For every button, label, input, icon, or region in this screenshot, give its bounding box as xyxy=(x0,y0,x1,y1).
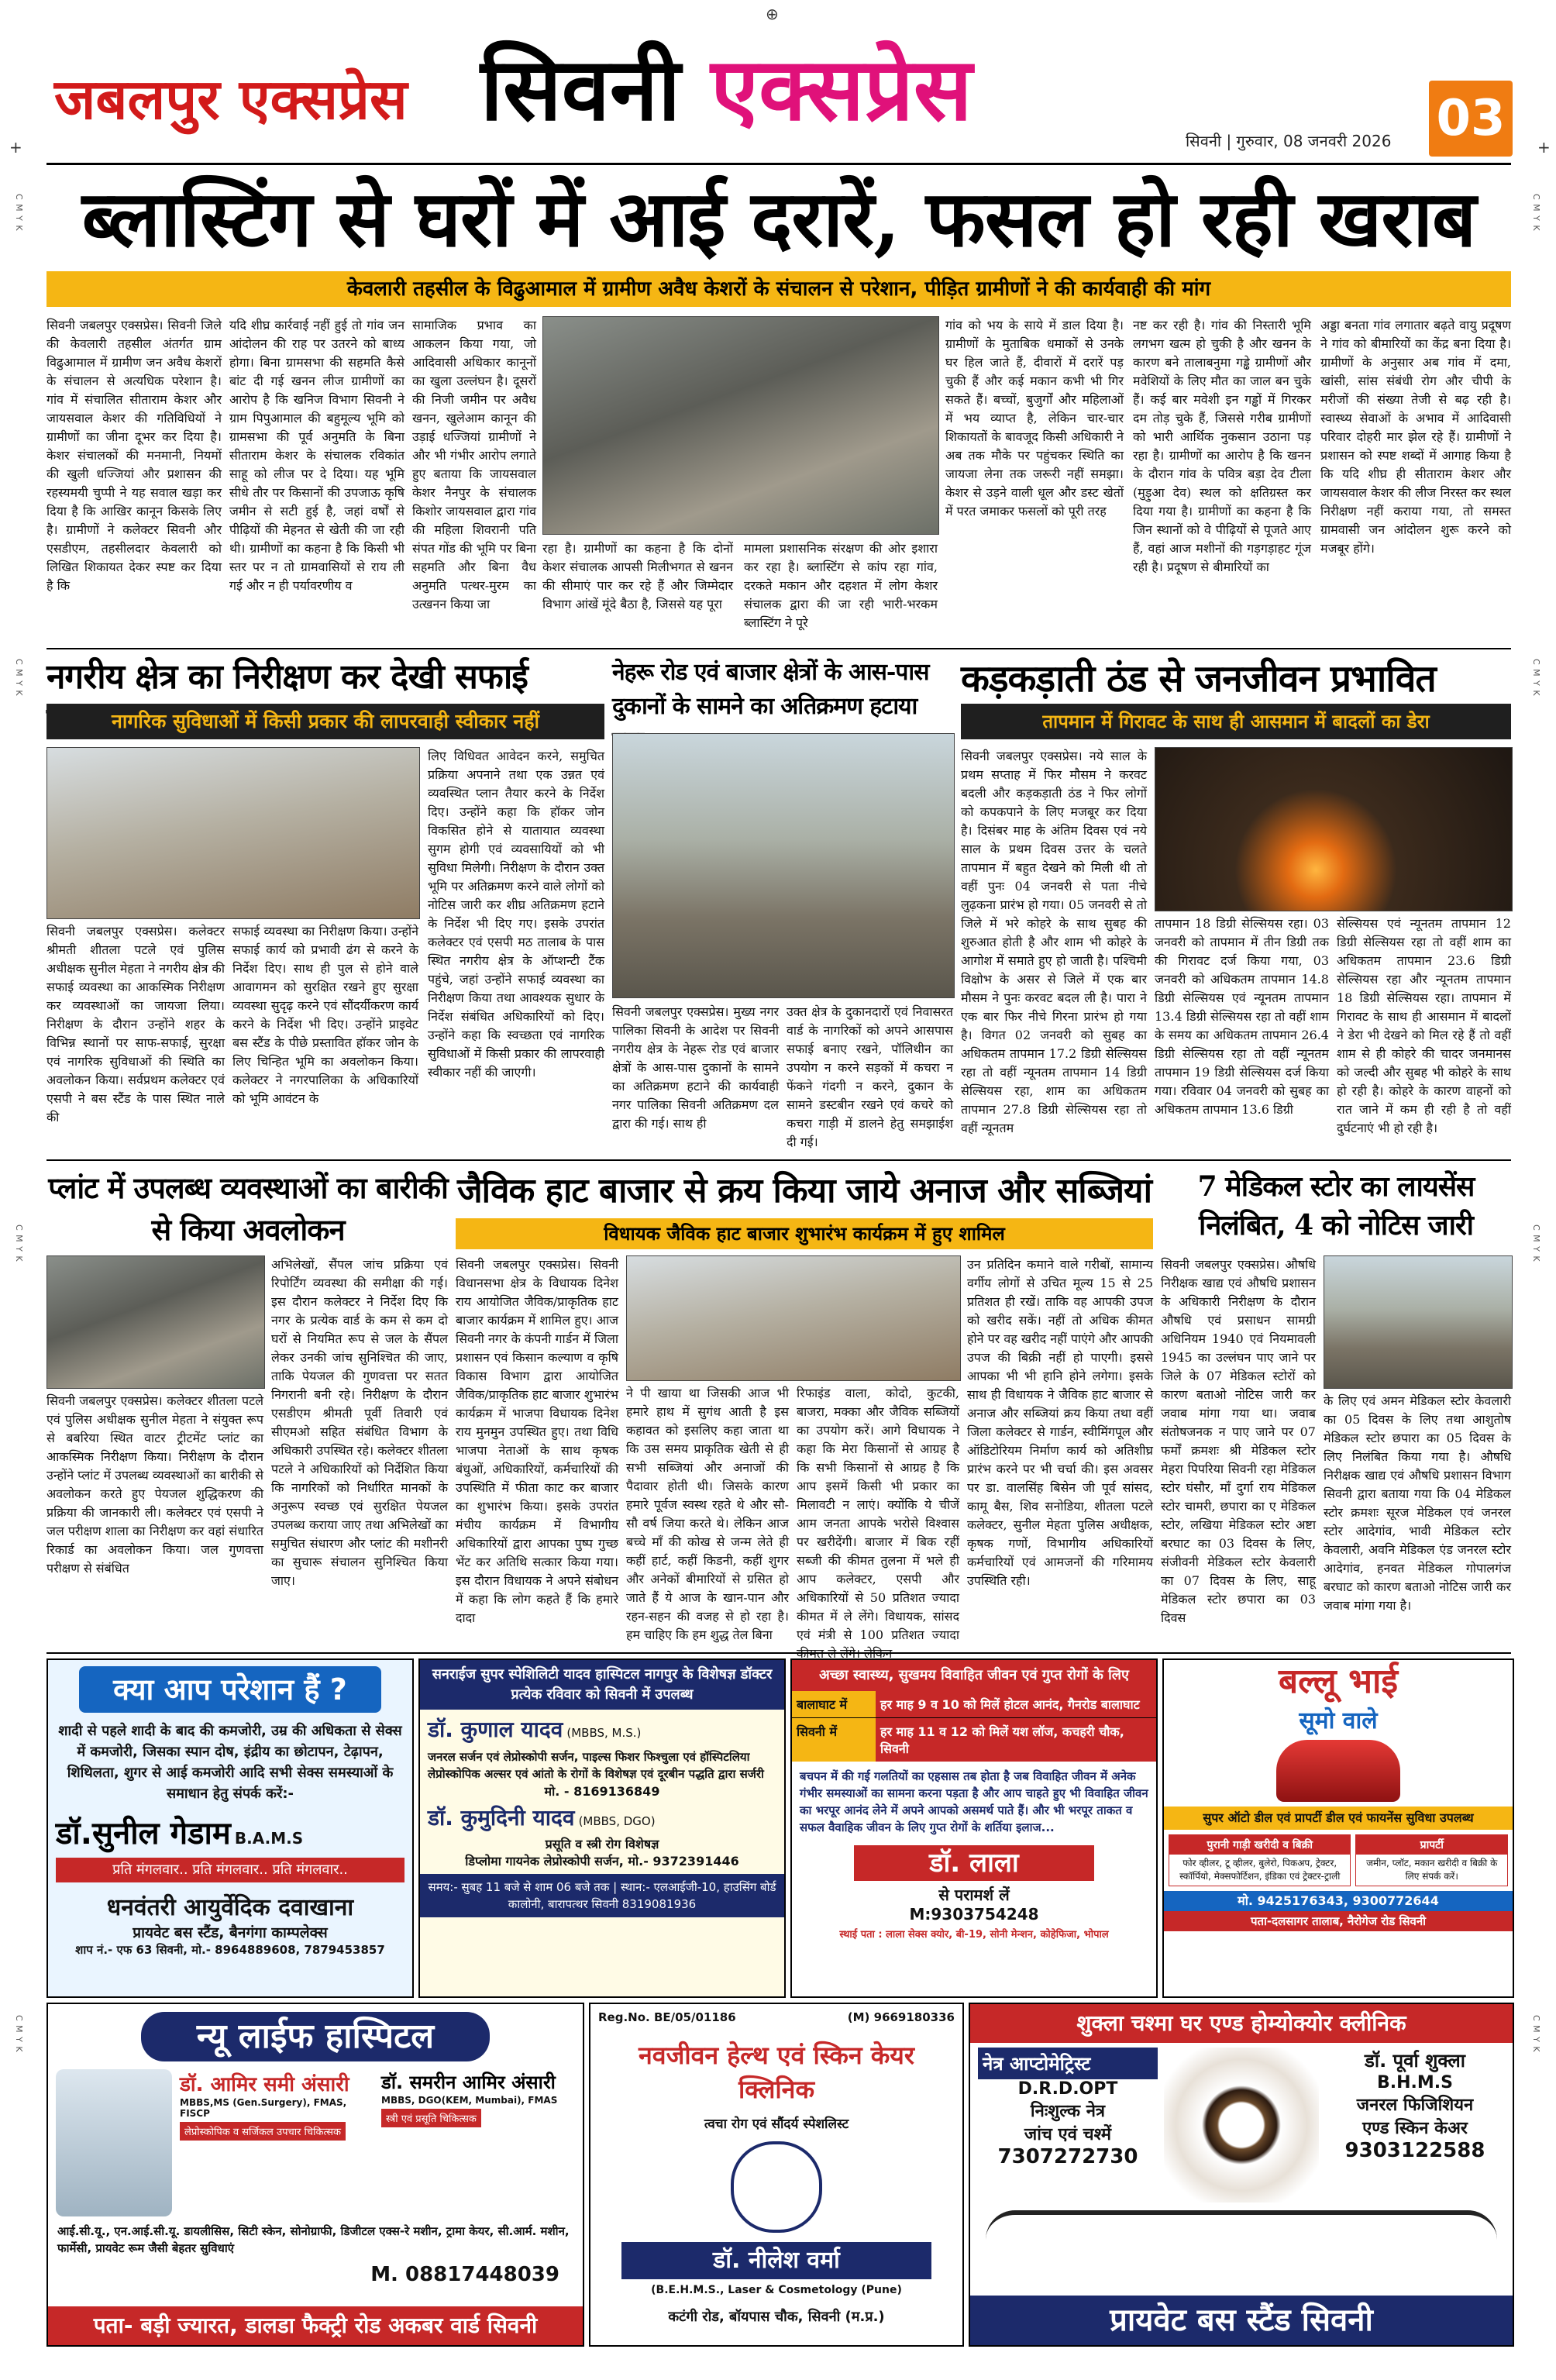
ad7-right-line1: जनरल फिजिशियन xyxy=(1356,2096,1474,2115)
ad-navjeevan-clinic xyxy=(589,2003,964,2347)
story5-headline: प्लांट में उपलब्ध व्यवस्थाओं का बारीकी से किया अवलोकन xyxy=(48,1170,448,1247)
ad2-timing: समय:- सुबह 11 बजे से शाम 06 बजे तक | स्थान:- एलआईजी-10, हाउसिंग बोर्ड कालोनी, बारापत्थर सिवनी 8319081936 xyxy=(420,1874,784,1917)
jabalpur-express-logo: जबलपुर एक्सप्रेस xyxy=(54,66,408,132)
story4-subhead: तापमान में गिरावट के साथ ही आसमान में बादलों का डेरा xyxy=(961,704,1511,739)
story6-subhead: विधायक जैविक हाट बाजार शुभारंभ कार्यक्रम में हुए शामिल xyxy=(456,1218,1153,1249)
divider xyxy=(46,1159,1511,1161)
cmyk-strip: C M Y K xyxy=(1531,194,1541,232)
story4-headline: कड़कड़ाती ठंड से जनजीवन प्रभावित xyxy=(961,657,1436,701)
encroachment-removal-photo xyxy=(612,733,955,998)
ad4-subtitle: सूमो वाले xyxy=(1299,1707,1378,1734)
ad-sunrise-hospital xyxy=(418,1658,786,1998)
ad5-facilities: आई.सी.यू., एन.आई.सी.यू. डायलीसिस, सिटी स्केन, सोनोग्राफी, डिजीटल एक्स-रे मशीन, ट्रामा केयर, सी.आर्म. मशीन, फार्मेसी, प्रायवेट रूम जैसी बेहतर सुविधाएं xyxy=(57,2224,570,2255)
story2-column: लिए विधिवत आवेदन करने, समुचित प्रक्रिया अपनाने तथा एक उन्नत एवं व्यवस्थित प्लान तैयार करने के निर्देश दिए। उन्होंने कहा कि हॉकर जोन विकसित होने से यातायात व्यवस्था सुगम होगी एवं व्यवसायियों को भी सुविधा मिलेगी। निरीक्षण के दौरान उक्त भूमि पर अतिक्रमण करने वाले लोगों को नोटिस जारी कर शीघ्र अतिक्रमण हटाने के निर्देश भी दिए गए। इसके उपरांत कलेक्टर एवं एसपी मठ तालाब के पास स्थित नगरीय क्षेत्र के ऑप्शन्टी टैंक पहुंचे, जहां उन्होंने सफाई व्यवस्था का निरीक्षण किया तथा आवश्यक सुधार के निर्देश संबंधित अधिकारियों को दिए। उन्होंने कहा कि स्वच्छता एवं नागरिक सुविधाओं में किसी प्रकार की लापरवाही स्वीकार नहीं की जाएगी। xyxy=(428,749,604,1080)
ad7-left-title: नेत्र आप्टोमेट्रिस्ट xyxy=(978,2048,1158,2079)
ad5-doctor1: डॉ. आमिर समी अंसारी xyxy=(180,2073,349,2096)
logo-part-express: एक्सप्रेस xyxy=(711,39,972,140)
ad3-title: अच्छा स्वास्थ्य, सुखमय विवाहित जीवन एवं गुप्त रोगों के लिए xyxy=(792,1660,1156,1691)
story6-column: सिवनी जबलपुर एक्सप्रेस। सिवनी विधानसभा क्षेत्र के विधायक दिनेश राय आयोजित जैविक/प्राकृतिक हाट बाजार कार्यक्रम में शामिल हुए। आज सिवनी नगर के कंपनी गार्डन में जिला प्रशासन एवं किसान कल्याण व कृषि विकास विभाग द्वारा आयोजित जैविक/प्राकृतिक हाट बाजार शुभारंभ कार्यक्रम में भाजपा विधायक दिनेश राय मुनमुन उपस्थित हुए। तथा विधि भाजपा नेताओं के साथ कृषक बंधुओं, अधिकारियों, कर्मचारियों की उपस्थिति में फीता काट कर बाजार का शुभारंभ किया। इसके उपरांत मंचीय कार्यक्रम में विभागीय अधिकारियों द्वारा आपका पुष्प गुच्छ भेंट कर अतिथि सत्कार किया गया। इस दौरान विधायक ने अपने संबोधन में कहा कि लोग कहते हैं कि हमारे दादा xyxy=(456,1257,618,1625)
ad5-degree2: MBBS, DGO(KEM, Mumbai), FMAS xyxy=(381,2095,558,2106)
registration-mark: ⊕ xyxy=(766,5,779,23)
bonfire-photo xyxy=(1155,747,1513,911)
lead-column: रहा है। ग्रामीणों का कहना है कि दोनों केशर संचालक आपसी मिलीभगत से खनन की सीमाएं पार कर रहे हैं और जिम्मेदार विभाग आंखें मूंदे बैठा है, जिससे यह पूरा xyxy=(542,541,733,611)
ad7-left-line1: निःशुल्क नेत्र xyxy=(1030,2102,1106,2121)
ad6-degree: (B.E.H.M.S., Laser & Cosmetology (Pune) xyxy=(651,2284,902,2296)
story6-column: रिफाइंड वाला, कोदो, कुटकी, बाजरा, मक्का और जैविक सब्जियों का उपयोग करें। आगे विधायक ने कहा कि मेरा किसानों से आग्रह है कि सभी किसानों से आग्रह है कि आप इसमें किसी भी प्रकार का मिलावटी न लाएं। क्योंकि ये चीजें आम जनता आपके भरोसे विश्वास पर खरीदेंगी। बाजार में बिक रहीं सब्जी की कीमत तुलना में भले ही आप कलेक्टर, एसपी और अधिकारियों से 50 प्रतिशत ज्यादा कीमत में ले लेंगे। विधायक, सांसद एवं मंत्री से 100 प्रतिशत ज्यादा xyxy=(797,1386,959,1642)
lead-column: गांव को भय के साये में डाल दिया है। ग्रामीणों के मुताबिक धमाकों से उनके घर हिल जाते हैं, दीवारों में दरारें पड़ चुकी हैं और कई मकान कभी भी गिर सकते हैं। बच्चों, बुजुर्गों और महिलाओं में भय व्याप्त है, लेकिन चार-चार शिकायतों के बावजूद किसी अधिकारी ने अब तक मौके पर पहुंचकर स्थिति का जायजा लेना तक जरूरी नहीं समझा। केशर से उड़ने वाली धूल और डस्ट खेतों में परत जमाकर फसलों को पूरी तरह xyxy=(945,318,1124,518)
ad5-degree1: MBBS,MS (Gen.Surgery), FMAS, FISCP xyxy=(180,2097,347,2119)
ad3-line2: हर माह 11 व 12 को मिलें यश लॉज, कचहरी चौक, सिवनी xyxy=(876,1718,1156,1762)
ad7-right-title: डॉ. पूर्वा शुक्ला xyxy=(1365,2050,1465,2072)
ad3-contact: से परामर्श लें xyxy=(938,1886,1010,1904)
spectacles-graphic xyxy=(986,2210,1497,2269)
inspection-photo xyxy=(46,747,420,919)
ad6-reg: Reg.No. BE/05/01186 xyxy=(598,2010,736,2024)
ad7-left-line2: जांच एवं चश्में xyxy=(1024,2125,1112,2144)
ad1-clinic: धनवंतरी आयुर्वेदिक दवाखाना xyxy=(106,1894,354,1921)
cmyk-strip: C M Y K xyxy=(1531,1224,1541,1262)
ad6-mobile: (M) 9669180336 xyxy=(847,2010,955,2024)
story2-subhead: नागरिक सुविधाओं में किसी प्रकार की लापरवाही स्वीकार नहीं xyxy=(46,704,604,739)
ad4-address: पता-दलसागर तालाब, नैरोगेज रोड सिवनी xyxy=(1164,1911,1513,1931)
siwani-express-logo xyxy=(480,39,972,140)
ad1-doctor: डॉ.सुनील गेडाम xyxy=(56,1816,231,1851)
ad-ballu-bhai xyxy=(1162,1658,1514,1998)
car-graphic xyxy=(1276,1740,1400,1802)
story3-column: उक्त क्षेत्र के दुकानदारों एवं निवासरत वार्ड के नागरिकों को अपने आसपास सफाई बनाए रखने, पॉलिथीन का उपयोग न करने सड़कों में कचरा न फेंकने गंदगी न करने, दुकान के सामने डस्टबीन रखने एवं कचरे को कचरा गाड़ी में डालने हेतु समझाईश दी गई। xyxy=(787,1004,953,1149)
story5-column: अभिलेखों, सैंपल जांच प्रक्रिया एवं रिपोर्टिंग व्यवस्था की समीक्षा की गई। इस दौरान कलेक्टर ने निर्देश दिए कि नगर के प्रत्येक वार्ड के कम से कम दो घरों से नियमित रूप से जल के सैंपल लेकर उनकी जांच सुनिश्चित की जाए, ताकि पेयजल की गुणवत्ता पर सतत निगरानी बनी रहे। निरीक्षण के दौरान एसडीएम श्रीमती पूर्वी तिवारी एवं सीएमओ सहित संबंधित विभाग के अधिकारी उपस्थित रहे। कलेक्टर शीतला पटले ने अधिकारियों को निर्देशित किया कि नागरिकों को निर्धारित मानकों के अनुरूप स्वच्छ एवं सुरक्षित पेयजल उपलब्ध कराया जाए तथा अभिलेखों का समुचित संधारण और प्लांट की मशीनरी का सुचारू संचालन सुनिश्चित किया जाए। xyxy=(271,1257,448,1588)
story3-headline: नेहरू रोड एवं बाजार क्षेत्रों के आस-पास दुकानों के सामने का अतिक्रमण हटाया xyxy=(612,659,929,720)
organic-market-photo xyxy=(626,1255,961,1381)
cmyk-strip: C M Y K xyxy=(1531,2015,1541,2053)
story4-column: सिवनी जबलपुर एक्सप्रेस। नये साल के प्रथम सप्ताह में फिर मौसम ने करवट बदली और कड़कड़ाती ठंड ने फिर लोगों को कपकपाने के लिए मजबूर कर दिया है। दिसंबर माह के अंतिम दिवस एवं नये साल के प्रथम दिवस उत्तर के चलते तापमान में बहुत देखने को मिली थी तो वहीं पुनः 04 जनवरी से पता नीचे लुढ़कना प्रारंभ हो गया। 05 जनवरी से तो जिले में भरे कोहरे के साथ सुबह की शुरुआत होती है और शाम भी कोहरे के आगोश में समाते हुए हो जाती है। पश्चिमी विक्षोभ के असर से जिले में एक बार मौसम ने पुनः करवट बदल ली है। पारा ने एक बार फिर नीचे गिरना प्रारंभ हो गया है। विगत 02 जनवरी को सुबह का अधिकतम तापमान 17.2 डिग्री सेल्सियस रहा तो वहीं न्यूनतम तापमान 14 डिग्री सेल्सियस रहा, शाम का अधिकतम तापमान 27.8 डिग्री सेल्सियस रहा तो वहीं न्यूनतम xyxy=(961,749,1147,1135)
ad2-spec2: प्रसूति व स्त्री रोग विशेषज्ञ xyxy=(545,1837,659,1851)
eye-graphic xyxy=(1164,2048,1319,2203)
ad7-right-degree: B.H.M.S xyxy=(1377,2073,1453,2092)
story4-column: तापमान 18 डिग्री सेल्सियस रहा। 03 जनवरी को तापमान में तीन डिग्री तक की गिरावट दर्ज किया गया, 03 जनवरी को अधिकतम तापमान 14.8 डिग्री सेल्सियस एवं न्यूनतम तापमान 13.4 डिग्री सेल्सियस रहा तो वहीं शाम के समय का अधिकतम तापमान 26.4 डिग्री सेल्सियस रहा तो वहीं न्यूनतम तापमान 19 डिग्री सेल्सियस दर्ज किया गया। रविवार 04 जनवरी को सुबह का अधिकतम तापमान 13.6 डिग्री xyxy=(1155,916,1329,1117)
ad5-spec2: स्त्री एवं प्रसूति चिकित्सक xyxy=(381,2109,481,2127)
lead-column: अड्डा बनता गांव लगातार बढ़ते वायु प्रदूषण ने गांव को बीमारियों का केंद्र बना दिया है। ग्रामीणों के अनुसार अब गांव में दमा, खांसी, सांस संबंधी रोग और चीपी के मरीजों की संख्या तेजी से बढ़ रही है। स्वास्थ्य सेवाओं के अभाव में आदिवासी परिवार दोहरी मार झेल रहे हैं। ग्रामीणों ने प्रशासन को स्पष्ट शब्दों में आगाह किया है कि यदि शीघ्र ही सीताराम केशर और जायसवाल केशर की लीज निरस्त कर स्थल निरीक्षण नहीं कराया गया, तो समस्त ग्रामवासी जन आंदोलन शुरू करने को मजबूर होंगे। xyxy=(1320,318,1511,556)
ad4-box1-body: फोर व्हीलर, टू व्हीलर, बुलेरो, पिकअप, ट्रेक्टर, स्कॉर्पियो, मेक्सफोर्टिशन, इंडिका एवं ट्रेक्टर-ट्राली xyxy=(1179,1858,1341,1882)
lead-column: सामाजिक प्रभाव का आकलन किया गया, जो आदिवासी अधिकार कानूनों का खुला उल्लंघन है। दूसरों की निजी जमीन पर अवैध खनन, खुलेआम कानून की उड़ाई धज्जियां ग्रामीणों ने और भी गंभीर आरोप लगाते हुए बताया कि जायसवाल केशर नैनपुर के संचालक किशोर जायसवाल द्वारा गांव की महिला शिवरानी पति संपत गोंड की भूमि पर बिना सहमति और बिना वैध अनुमति पत्थर-मुरम का उत्खनन किया जा xyxy=(412,318,536,611)
story2-column: सिवनी जबलपुर एक्सप्रेस। कलेक्टर श्रीमती शीतला पटले एवं पुलिस अधीक्षक सुनील मेहता ने नगरीय क्षेत्र की सफाई व्यवस्था का आकस्मिक निरीक्षण कर व्यवस्थाओं का जायजा लिया। निरीक्षण के दौरान उन्होंने शहर के विभिन्न स्थानों पर साफ-सफाई, सुरक्षा एवं नागरिक सुविधाओं की स्थिति का अवलोकन किया। सर्वप्रथम कलेक्टर एवं एसपी ने बस स्टैंड के पास स्थित नाले की xyxy=(46,924,225,1125)
ad7-left-phone: 7307272730 xyxy=(997,2145,1138,2168)
page-number: 03 xyxy=(1429,81,1513,157)
ad2-doctor2: डॉ. कुमुदिनी यादव xyxy=(428,1805,575,1831)
divider xyxy=(46,163,1511,165)
divider xyxy=(46,648,1511,649)
ad5-address: पता- बड़ी ज्यारत, डालडा फैक्ट्री रोड अकबर वार्ड सिवनी xyxy=(48,2306,583,2345)
ad5-title: न्यू लाईफ हास्पिटल xyxy=(141,2012,490,2061)
ad5-phone: M. 08817448039 xyxy=(370,2263,559,2286)
ad7-footer: प्रायवेट बस स्टैंड सिवनी xyxy=(970,2296,1513,2345)
logo-part-siwani: सिवनी xyxy=(480,39,681,140)
ad2-degree2: (MBBS, DGO) xyxy=(578,1814,656,1828)
medical-office-photo xyxy=(1324,1255,1513,1389)
story2-headline: नगरीय क्षेत्र का निरीक्षण कर देखी सफाई xyxy=(46,657,528,697)
ad7-left-degree: D.R.D.OPT xyxy=(1017,2079,1118,2099)
ad-doctor-lala xyxy=(790,1658,1158,1998)
ad4-box2-title: प्रापर्टी xyxy=(1356,1835,1507,1855)
ad-ayurvedic-clinic xyxy=(46,1658,414,1998)
story2-column: सफाई व्यवस्था का निरीक्षण किया। उन्होंने सफाई कार्य को प्रभावी ढंग से करने के निर्देश दिए। साथ ही पुल से होने वाले आवागमन को सुरक्षित रखने हुए सुरक्षा व्यवस्था सुदृढ़ करने एवं सौंदर्यीकरण कार्य करने के निर्देश भी दिए। उन्होंने प्राइवेट बस स्टैंड के पीछे प्रस्तावित हॉकर जोन के लिए चिन्हित भूमि का अवलोकन किया। कलेक्टर ने नगरपालिका के अधिकारियों को भूमि आवंटन के xyxy=(232,924,418,1106)
cmyk-strip: C M Y K xyxy=(1531,659,1541,697)
ad3-city2: सिवनी में xyxy=(792,1718,876,1762)
villagers-protest-photo xyxy=(542,316,939,535)
story3-column: सिवनी जबलपुर एक्सप्रेस। मुख्य नगर पालिका सिवनी के आदेश पर सिवनी नगरीय क्षेत्र के नेहरू रोड एवं बाजार क्षेत्रों के आस-पास दुकानों के सामने का अतिक्रमण हटाने की कार्यवाही नगर पालिका सिवनी अतिक्रमण दल द्वारा की गई। साथ ही xyxy=(612,1004,779,1131)
ad7-right-phone: 9303122588 xyxy=(1344,2139,1485,2162)
ad1-degree: B.A.M.S xyxy=(234,1829,304,1848)
story6-headline: जैविक हाट बाजार से क्रय किया जाये अनाज और सब्जियां xyxy=(457,1171,1152,1211)
ad2-phone1: मो. - 8169136849 xyxy=(544,1784,660,1799)
story7-column: के लिए एवं अमन मेडिकल स्टोर केवलारी का 05 दिवस के लिए तथा आशुतोष मेडिकल स्टोर छपारा का 05 दिवस के लिए निलंबित किया गया है। औषधि निरीक्षक खाद्य एवं औषधि प्रशासन विभाग सिवनी द्वारा बताया गया कि 04 मेडिकल स्टोर क्रमशः सूरज मेडिकल एवं जनरल स्टोर आदेगांव, भावी मेडिकल स्टोर केवलारी, अवनि मेडिकल एंड जनरल स्टोर आदेगांव, हनवत मेडिकल गोपालगंज बरघाट को कारण बताओ नोटिस जारी कर जवाब मांगा गया है। xyxy=(1324,1393,1511,1613)
ad6-title: नवजीवन हेल्थ एवं स्किन केयर क्लिनिक xyxy=(639,2041,914,2104)
ad6-subtitle: त्वचा रोग एवं सौंदर्य स्पेशलिस्ट xyxy=(704,2117,849,2132)
story7-headline: 7 मेडिकल स्टोर का लायसेंस निलंबित, 4 को नोटिस जारी xyxy=(1197,1170,1475,1242)
ad2-title: सनराईज सुपर स्पेशिलिटी यादव हास्पिटल नागपुर के विशेषज्ञ डॉक्टर प्रत्येक रविवार को सिवनी में उपलब्ध xyxy=(420,1660,784,1710)
registration-mark: + xyxy=(1537,138,1551,157)
ad1-address: प्रायवेट बस स्टैंड, बैनगंगा काम्पलेक्स xyxy=(133,1924,328,1941)
story7-column: सिवनी जबलपुर एक्सप्रेस। औषधि निरीक्षक खाद्य एवं औषधि प्रशासन के अधिकारी निरीक्षण के दौरान औषधि एवं प्रसाधन सामग्री अधिनियम 1940 एवं नियमावली 1945 का उल्लंघन पाए जाने पर जिले के 07 मेडिकल स्टोरों को कारण बताओ नोटिस जारी कर जवाब मांगा गया था। जवाब संतोषजनक न पाए जाने पर 07 फर्मों क्रमशः श्री मेडिकल स्टोर मेहरा पिपरिया सिवनी रहा मेडिकल स्टोर घंसौर, माँ दुर्गा राय मेडिकल स्टोर चामरी, छपारा का ए मेडिकल स्टोर, लखिया मेडिकल स्टोर अष्टा बरघाट का 03 दिवस के लिए, संजीवनी मेडिकल स्टोर केवलारी का 07 दिवस के लिए, साहू मेडिकल स्टोर छपारा का 03 दिवस xyxy=(1161,1257,1316,1625)
ad6-address: कटंगी रोड, बॉयपास चौक, सिवनी (म.प्र.) xyxy=(668,2309,885,2325)
lead-column: यदि शीघ्र कार्रवाई नहीं हुई तो गांव जन आंदोलन की राह पर उतरने को बाध्य होगा। बिना ग्रामसभा की सहमति कैसे बांट दी गई खनन लीज ग्रामीणों का आरोप है कि खनिज विभाग सिवनी ने ग्राम पिपुआमाल की बहुमूल्य भूमि को ग्रामसभा की पूर्व अनुमति के बिना सीताराम केशर के संचालक रविकांत साहू को लीज पर दे दिया। यह भूमि सीधे तौर पर किसानों की उपजाऊ कृषि जमीन से सटी हुई है, जहां वर्षों से पीढ़ियों की मेहनत से खेती की जा रही थी। ग्रामीणों का कहना है कि किसी भी स्तर पर न तो ग्रामवासियों से राय ली गई और न ही पर्यावरणीय व xyxy=(229,318,404,593)
lead-headline: ब्लास्टिंग से घरों में आई दरारें, फसल हो रही खराब xyxy=(81,173,1476,264)
lead-column: मामला प्रशासनिक संरक्षण की ओर इशारा कर रहा है। ब्लास्टिंग से कांप रहा गांव, दरकते मकान और दहशत में लोग केशर संचालक द्वारा की जा रही भारी-भरकम ब्लास्टिंग ने पूरे xyxy=(744,541,938,630)
lead-column: नष्ट कर रही है। गांव की निस्तारी भूमि लगभग खत्म हो चुकी है और खनन के कारण बने तालाबनुमा गड्ढे ग्रामीणों और मवेशियों के लिए मौत का जाल बन चुके हैं। कई बार मवेशी इन गड्ढों में गिरकर दम तोड़ चुके हैं, जिससे गरीब ग्रामीणों को भारी आर्थिक नुकसान उठाना पड़ रहा है। ग्रामीणों का आरोप है कि खनन के दौरान गांव के पवित्र बड़ा देव टीला (मुड़ुआ देव) स्थल को क्षतिग्रस्त कर दिया गया है। ग्रामीणों का कहना है कि जिन स्थानों को वे पीढ़ियों से पूजते आए हैं, वहां आज मशीनों की गड़गड़ाहट गूंज रही है। प्रदूषण से बीमारियों का xyxy=(1133,318,1311,574)
ad5-spec1: लेप्रोस्कोपिक व सर्जिकल उपचार चिकित्सक xyxy=(180,2122,346,2141)
cmyk-strip: C M Y K xyxy=(14,659,24,697)
clinic-emblem xyxy=(731,2141,822,2233)
ad-shukla-chashma xyxy=(969,2003,1514,2347)
ad1-days: प्रति मंगलवार.. प्रति मंगलवार.. प्रति मंगलवार.. xyxy=(56,1858,404,1882)
ad3-line1: हर माह 9 व 10 को मिलें होटल आनंद, गैनरोड बालाघाट xyxy=(876,1691,1156,1717)
ad2-spec1: जनरल सर्जन एवं लेप्रोस्कोपी सर्जन, पाइल्स फिशर फिश्चुला एवं हॉस्पिटलिया लेप्रोस्कोपिक अल्सर एवं आंतो के रोगों के विशेषज्ञ एवं दूरबीन पद्धति द्वारा सर्जरी xyxy=(428,1750,764,1781)
lead-column: सिवनी जबलपुर एक्सप्रेस। सिवनी जिले की केवलारी तहसील अंतर्गत ग्राम विढुआमाल में ग्रामीण जन अवैध केशरों के संचालन से अत्यधिक परेशान है। गांव में संचालित सीताराम केशर और जायसवाल केशर की गतिविधियों ने ग्रामीणों का जीना दूभर कर दिया है। केशर संचालकों की मनमानी, नियमों की खुली धज्जियां और प्रशासन की रहस्यमयी चुप्पी ने यह सवाल खड़ा कर दिया है कि आखिर कानून किसके लिए है। ग्रामीणों ने कलेक्टर सिवनी और एसडीएम, तहसीलदार केवलारी को लिखित शिकायत देकर स्पष्ट कर दिया है कि xyxy=(46,318,222,593)
ad3-body: बचपन में की गई गलतियों का एहसास तब होता है जब विवाहित जीवन में अनेक गंभीर समस्याओं का सामना करना पड़ता है और आप चाहते हुए भी विवाहित जीवन का भरपूर आनंद लेने में अपने आपको असमर्थ पाते हैं। और भी भरपूर ताकत व सफल वैवाहिक जीवन के लिए गुप्त रोगों के शर्तिया इलाज... xyxy=(800,1769,1148,1834)
ad4-box1-title: पुरानी गाड़ी खरीदी व बिक्री xyxy=(1169,1835,1350,1855)
ad2-doctor1: डॉ. कुणाल यादव xyxy=(428,1717,563,1742)
ad-new-life-hospital xyxy=(46,2003,584,2347)
ad4-title: बल्लू भाई xyxy=(1278,1662,1399,1701)
cmyk-strip: C M Y K xyxy=(14,194,24,232)
cmyk-strip: C M Y K xyxy=(14,2015,24,2053)
ad2-degree1: (MBBS, M.S.) xyxy=(566,1726,642,1740)
cmyk-strip: C M Y K xyxy=(14,1224,24,1262)
ad4-phone: मो. 9425176343, 9300772644 xyxy=(1164,1891,1513,1911)
stethoscope-graphic xyxy=(56,2069,172,2216)
ad3-city1: बालाघाट में xyxy=(792,1691,876,1717)
ad1-body: शादी से पहले शादी के बाद की कमजोरी, उम्र की अधिकता से सेक्स में कमजोरी, जिसका स्पान दोष, इंद्रीय का छोटापन, टेढ़ापन, शिथिलता, शुगर से आई कमजोरी आदि सभी सेक्स समस्याओं के समाधान हेतु संपर्क करें:- xyxy=(58,1723,402,1802)
ad3-doctor: डॉ. लाला xyxy=(854,1845,1094,1881)
dateline: सिवनी | गुरुवार, 08 जनवरी 2026 xyxy=(1186,132,1392,150)
water-plant-photo xyxy=(46,1255,265,1389)
ad1-phone: शाप नं.- एफ 63 सिवनी, मो.- 8964889608, 7879453857 xyxy=(75,1943,385,1957)
story5-column: सिवनी जबलपुर एक्सप्रेस। कलेक्टर शीतला पटले एवं पुलिस अधीक्षक सुनील मेहता ने संयुक्त रूप से बबरिया स्थित वाटर ट्रीटमेंट प्लांट का आकस्मिक निरीक्षण किया। निरीक्षण के दौरान उन्होंने प्लांट में उपलब्ध व्यवस्थाओं का बारीकी से अवलोकन करते हुए पेयजल शुद्धिकरण की प्रक्रिया की जानकारी ली। कलेक्टर एवं एसपी ने जल परीक्षण शाला का निरीक्षण कर वहां संधारित रिकार्ड का अवलोकन किया। जल गुणवत्ता परीक्षण से संबंधित xyxy=(46,1393,264,1576)
lead-subhead: केवलारी तहसील के विढुआमाल में ग्रामीण अवैध केशरों के संचालन से परेशान, पीड़ित ग्रामीणों ने की कार्यवाही की मांग xyxy=(46,271,1511,307)
divider xyxy=(46,1652,1511,1654)
ad7-title: शुक्ला चश्मा घर एण्ड होम्योक्योर क्लीनिक xyxy=(970,2004,1513,2043)
ad2-phone2: डिप्लोमा गायनेक लेप्रोस्कोपी सर्जन, मो.- 9372391446 xyxy=(465,1854,739,1869)
ad1-title: क्या आप परेशान हैं ? xyxy=(79,1666,381,1713)
ad3-address: स्थाई पता : लाला सेक्स क्योर, बी-19, सोनी मेन्शन, कोहेफिजा, भोपाल xyxy=(839,1929,1109,1941)
ad5-doctor2: डॉ. समरीन आमिर अंसारी xyxy=(381,2072,556,2093)
ad6-doctor: डॉ. नीलेश वर्मा xyxy=(621,2242,931,2279)
story4-column: सेल्सियस एवं न्यूनतम तापमान 12 डिग्री सेल्सियस रहा तो वहीं शाम का अधिकतम तापमान 23.6 डिग्री सेल्सियस रहा और न्यूनतम तापमान 18 डिग्री सेल्सियस रहा। तापमान में गिरावट के साथ ही आसमान में बादलों ने डेरा भी देखने को मिल रहे हैं तो वहीं शाम से ही कोहरे की चादर जनमानस को जल्दी और सुबह भी कोहरे के साथ हो रही है। कोहरे के कारण वाहनों को रात जाने में कम ही रही है तो वहीं दुर्घटनाएं भी हो रही है। xyxy=(1337,916,1511,1135)
ad4-line: सुपर ऑटो डील एवं प्रापर्टी डील एवं फायनेंस सुविधा उपलब्ध xyxy=(1164,1807,1513,1830)
registration-mark: + xyxy=(9,138,22,157)
story6-column: ने पी खाया था जिसकी आज भी हमारे हाथ में सुगंध आती है इस कहावत को इसलिए कहा जाता था कि उस समय प्राकृतिक खेती से ही सभी सब्जियां और अनाजों की पैदावार होती थी। जिसके कारण हमारे पूर्वज स्वस्थ रहते थे और सौ-सौ वर्ष जिया करते थे। लेकिन आज बच्चे माँ की कोख से जन्म लेते ही कहीं हार्ट, कहीं किडनी, कहीं शुगर और अनेकों बीमारियों से ग्रसित हो जाते हैं ये आज के खान-पान और रहन-सहन की वजह से हो रहा है। हम चाहिए कि हम शुद्ध तेल बिना xyxy=(626,1386,789,1642)
ad7-right-line2: एण्ड स्किन केअर xyxy=(1362,2119,1468,2138)
ad3-phone: M:9303754248 xyxy=(909,1905,1039,1924)
story6-column: उन प्रतिदिन कमाने वाले गरीबों, सामान्य वर्गीय लोगों से उचित मूल्य 15 से 25 प्रतिशत ही रखें। ताकि वह आपकी उपज को खरीद सकें। नहीं तो अधिक कीमत होने पर वह खरीद नहीं पाएंगे और आपकी उपज की बिक्री नहीं हो पाएगी। इससे आपका भी भी हानि होने लगेगा। इसके साथ ही विधायक ने जैविक हाट बाजार से अनाज और सब्जियां क्रय किया तथा वहीं जिला कलेक्टर से गार्डन, स्वीमिंगपूल और ऑडिटोरियम निर्माण कार्य को अतिशीघ्र प्रारंभ करने पर भी चर्चा की। इस अवसर पर डा. वालसिंह बिसेन जी पूर्व सांसद, कामू बैस, शिव सनोडिया, शीतला पटले कलेक्टर, सुनील मेहता पुलिस अधीक्षक, कृषक गणों, विभागीय अधिकारियों कर्मचारियों एवं आमजनों की गरिमामय उपस्थिति रही। xyxy=(967,1257,1153,1588)
ad4-box2-body: जमीन, प्लॉट, मकान खरीदी व बिक्री के लिए संपर्क करें। xyxy=(1366,1858,1498,1882)
